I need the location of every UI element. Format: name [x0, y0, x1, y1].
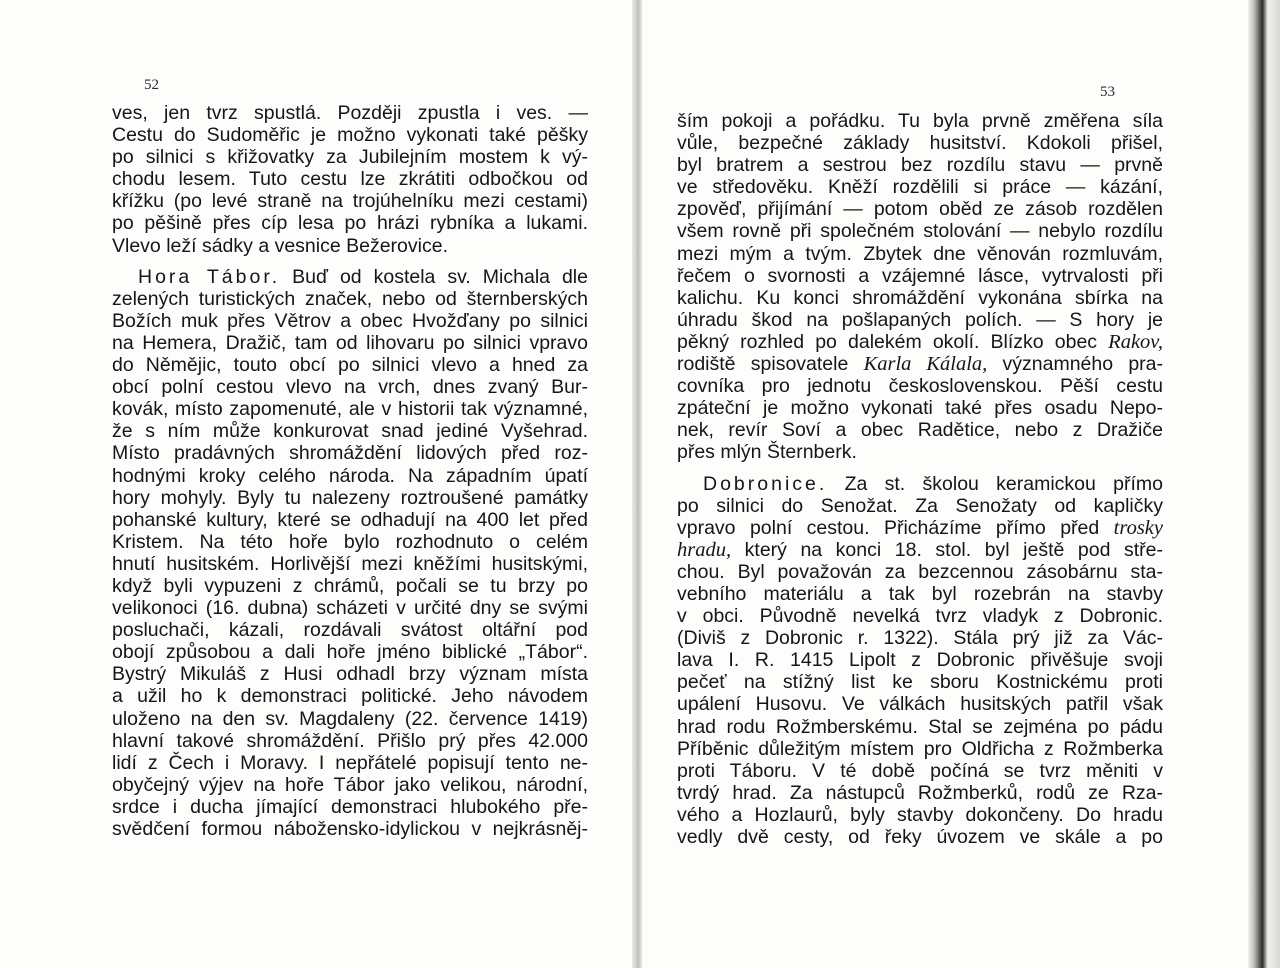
text-line: vedly dvě cesty, od řeky úvozem ve skále a po — [677, 826, 1163, 848]
text-line: obyčejný výjev na hoře Tábor jako velikou, národní, — [112, 773, 588, 796]
text-line: lava I. R. 1415 Lipolt z Dobronic přivěšuje svoji — [677, 649, 1163, 672]
text-line: nek, revír Soví a obec Radětice, nebo z Dražiče — [677, 419, 1163, 442]
text-line: křížku (po levé straně na trojúhelníku mezi cestami) — [112, 190, 588, 213]
text-line: obcí polní cestou vlevo na vrch, dnes zvaný Bur- — [112, 376, 588, 399]
text-line: po pěšině přes cíp lesa po hrázi rybníka a lukami. — [112, 212, 588, 235]
text-line: Božích muk přes Větrov a obec Hvožďany po silnici — [112, 309, 588, 332]
text-line: vůle, bezpečné základy husitství. Kdokoli přišel, — [677, 132, 1163, 155]
text-line: po silnici do Senožat. Za Senožaty od kapličky — [677, 494, 1163, 517]
right-page-text — [677, 110, 1163, 848]
text-line: pohanské kultury, které se odhadují na 400 let před — [112, 508, 588, 531]
text-line: v obci. Původně nevelká tvrz vladyk z Dobronic. — [677, 605, 1163, 628]
text-line: obojí způsobou a dali hoře jméno biblické „Tábor“. — [112, 641, 588, 664]
text-line: covníka pro jednotu československou. Pěší cestu — [677, 375, 1163, 398]
italic-place-name: Rakov, — [1108, 330, 1163, 353]
text-line: že s ním může konkurovat snad jediné Vyšehrad. — [112, 420, 588, 443]
text-line: lidí z Čech i Moravy. I nepřátelé popisují tento ne- — [112, 751, 588, 774]
text-line: byl bratrem a sestrou bez rozdílu stavu — prvně — [677, 154, 1163, 177]
text-line: vého a Hozlaurů, byly stavby dokončeny. Do hradu — [677, 803, 1163, 826]
text-line: řečem o svornosti a vzájemné lásce, vytrvalosti při — [677, 264, 1163, 287]
right-page — [642, 0, 1248, 968]
text-line: úhradu škod na pošlapaných polích. — S hory je — [677, 308, 1163, 331]
text-line: upálení Husovu. Ve válkách husitských patřil však — [677, 693, 1163, 716]
text-line: (Diviš z Dobronic r. 1322). Stála prý již za Vác- — [677, 627, 1163, 650]
text-line — [677, 353, 1163, 375]
book-gutter — [632, 0, 642, 968]
text-run: pěkný rozhled po dalekém okolí. Blízko obec — [677, 330, 1109, 353]
text-line: Vlevo leží sádky a vesnice Bežerovice. — [112, 234, 448, 257]
text-line: zpověď, přijímání — potom oběd ze zásob rozdělen — [677, 198, 1163, 221]
page-number-left: 52 — [144, 77, 159, 93]
text-line: Kristem. Na této hoře bylo rozhodnuto o celém — [112, 530, 588, 553]
text-line: kalichu. Ku konci shromáždění vykonána sbírka na — [677, 286, 1163, 309]
italic-author-name: Karla Kálala, — [863, 353, 988, 376]
text-run: který na konci 18. stol. byl ještě pod stře- — [731, 538, 1163, 561]
text-line: na Hemera, Dražič, tam od lihovaru po silnici vpravo — [112, 331, 588, 354]
paragraph-gap — [677, 464, 1163, 473]
text-line: pečeť na stížný list ke sboru Kostnickému proti — [677, 671, 1163, 694]
text-line: tvrdý hrad. Za nástupců Rožmberků, rodů ze Rza- — [677, 781, 1163, 804]
section-heading: Dobronice. — [703, 472, 828, 495]
text-line: proti Táboru. V té době počíná se tvrz měniti v — [677, 759, 1163, 782]
book-right-edge — [1248, 0, 1280, 968]
text-run: vpravo polní cestou. Přicházíme přímo před — [677, 516, 1114, 539]
text-line: Bystrý Mikuláš z Husi odhadl brzy význam místa — [112, 663, 588, 686]
text-line: Příběnic důležitým místem pro Oldřicha z Rožmberka — [677, 737, 1163, 760]
text-run: rodiště spisovatele — [677, 353, 864, 376]
text-line: chou. Byl považován za bezcennou zásobárnu sta- — [677, 560, 1163, 583]
text-line: a užil ho k demonstraci politické. Jeho návodem — [112, 685, 588, 708]
text-line: kovák, místo zapomenuté, ale v historii tak významné, — [112, 398, 588, 421]
text-line: Cestu do Sudoměřic je možno vykonati také pěšky — [112, 124, 588, 147]
text-line: ším pokoji a pořádku. Tu byla prvně změřena síla — [677, 110, 1163, 132]
paragraph-gap — [112, 257, 588, 266]
text-line — [677, 473, 1163, 495]
text-line: hodnými kroky celého národa. Na západním úpatí — [112, 464, 588, 487]
text-line: do Němějic, touto obcí po silnici vlevo a hned za — [112, 354, 588, 377]
text-line — [112, 266, 588, 288]
left-page — [0, 0, 632, 968]
text-line — [677, 539, 1163, 561]
text-line: ves, jen tvrz spustlá. Později zpustla i ves. — — [112, 102, 588, 124]
text-line: chodu lesem. Tuto cestu lze zkrátiti odbočkou od — [112, 168, 588, 191]
text-run: Za st. školou keramickou přímo — [827, 472, 1163, 495]
italic-phrase: hradu, — [677, 538, 732, 561]
text-line: velikonoci (16. dubna) scházeti v určité dny se svými — [112, 597, 588, 620]
text-line: přes mlýn Šternberk. — [677, 441, 857, 464]
text-run: Buď od kostela sv. Michala dle — [280, 265, 588, 288]
text-line: hnutí husitském. Horlivější mezi kněžími husitskými, — [112, 552, 588, 575]
text-line: hory mohyly. Byly tu nalezeny roztroušené památky — [112, 486, 588, 509]
text-line: hrad rodu Rožmberskému. Stal se zejména po pádu — [677, 715, 1163, 738]
text-line: když byli vypuzeni z chrámů, počali se tu brzy po — [112, 574, 588, 597]
text-line: zpáteční je možno vykonati také přes osadu Nepo- — [677, 397, 1163, 420]
text-line — [677, 331, 1163, 353]
text-line: srdce i ducha jímající demonstraci hlubokého pře- — [112, 795, 588, 818]
text-line: mezi mým a tvým. Zbytek dne věnován rozmluvám, — [677, 242, 1163, 265]
italic-phrase: trosky — [1113, 516, 1163, 539]
text-line: svědčení formou nábožensko-idylickou v nejkrásněj- — [112, 818, 588, 840]
text-line: hlavní takové shromáždění. Přišlo prý přes 42.000 — [112, 729, 588, 752]
text-line: uloženo na den sv. Magdaleny (22. července 1419) — [112, 707, 588, 730]
text-line — [677, 517, 1163, 539]
text-line: ve středověku. Kněží rozdělili si práce — kázání, — [677, 176, 1163, 199]
page-number-right: 53 — [1100, 84, 1115, 100]
text-run: významného pra- — [987, 353, 1164, 376]
left-page-text — [112, 102, 588, 840]
text-line: Místo pradávných shromáždění lidových před roz- — [112, 442, 588, 465]
text-line: zelených turistických značek, nebo od šternberských — [112, 287, 588, 310]
text-line: vebního materiálu a tak byl rozebrán na stavby — [677, 582, 1163, 605]
text-line: posluchači, kázali, rozdávali svátost oltářní pod — [112, 619, 588, 642]
section-heading: Hora Tábor. — [138, 265, 281, 288]
text-line: po silnici s křižovatky za Jubilejním mostem k vý- — [112, 146, 588, 169]
text-line: všem rovně při společném stolování — nebylo rozdílu — [677, 220, 1163, 243]
